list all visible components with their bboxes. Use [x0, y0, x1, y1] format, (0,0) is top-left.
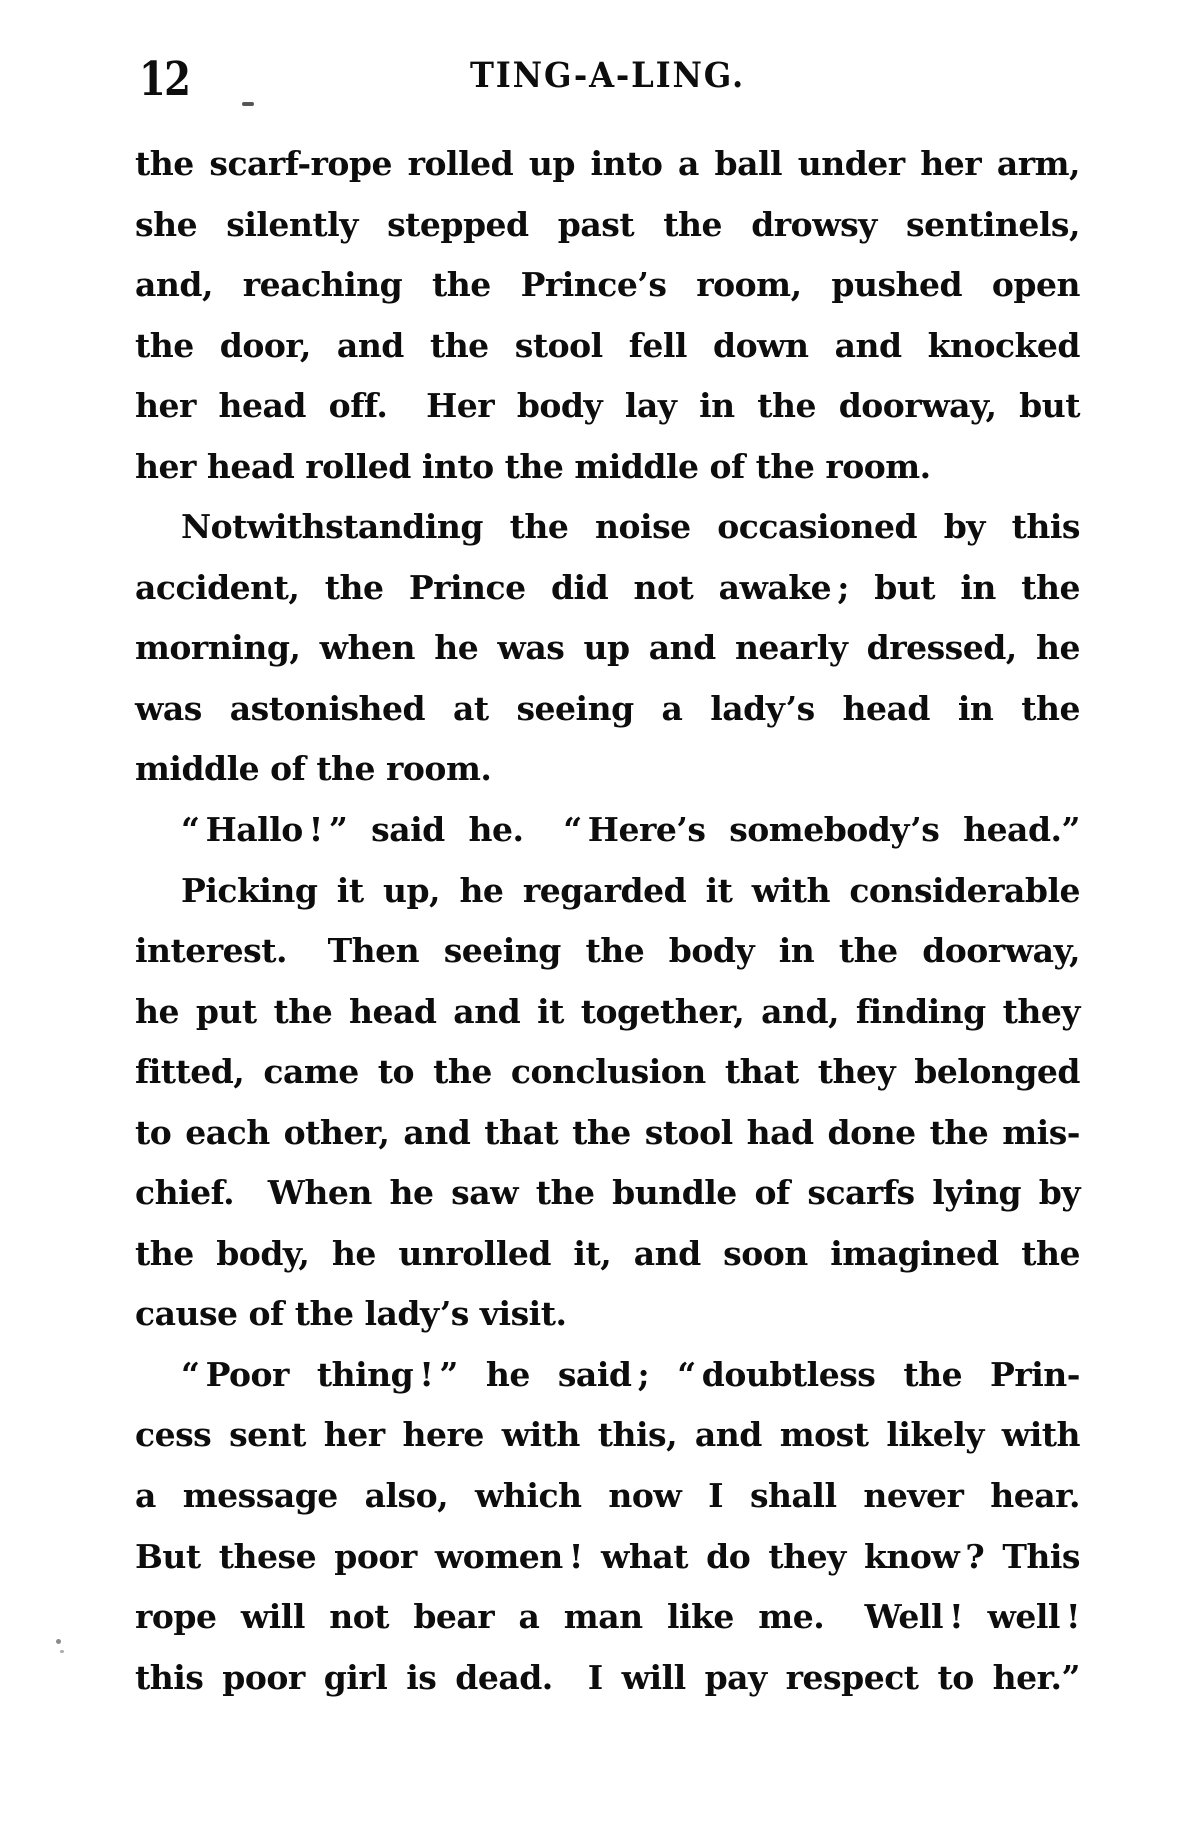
- text-line: cause of the lady’s visit.: [135, 1294, 567, 1334]
- text-line: a message also, which now I shall never hear.: [135, 1476, 1080, 1516]
- text-line: the scarf-rope rolled up into a ball under her arm,: [135, 144, 1080, 183]
- running-title: TING-A-LING.: [469, 55, 746, 96]
- text-line: morning, when he was up and nearly dressed, he: [135, 628, 1080, 668]
- page-text: [135, 134, 1080, 1708]
- text-line: cess sent her here with this, and most likely with: [135, 1415, 1080, 1455]
- text-line: “ Hallo ! ” said he. “ Here’s somebody’s head.”: [181, 810, 1080, 850]
- text-line: to each other, and that the stool had done the mis-: [135, 1112, 1080, 1152]
- text-line: her head off. Her body lay in the doorway, but: [135, 386, 1080, 426]
- text-line: she silently stepped past the drowsy sentinels,: [135, 204, 1080, 244]
- text-line: and, reaching the Prince’s room, pushed open: [135, 265, 1080, 305]
- scan-speck: [60, 1650, 64, 1653]
- page-header: [135, 50, 1080, 112]
- text-line: fitted, came to the conclusion that they belonged: [135, 1052, 1080, 1092]
- text-line: Notwithstanding the noise occasioned by this: [181, 507, 1080, 547]
- text-line: chief. When he saw the bundle of scarfs lying by: [135, 1173, 1080, 1213]
- page-number: 12: [139, 52, 190, 107]
- text-line: rope will not bear a man like me. Well ! well !: [135, 1597, 1080, 1637]
- text-line: he put the head and it together, and, finding they: [135, 991, 1080, 1031]
- text-line: But these poor women ! what do they know ? This: [135, 1536, 1080, 1576]
- text-line: interest. Then seeing the body in the doorway,: [135, 931, 1080, 971]
- text-line: was astonished at seeing a lady’s head in the: [135, 688, 1080, 728]
- text-line: “ Poor thing ! ” he said ; “ doubtless the Prin-: [181, 1354, 1080, 1394]
- scan-speck: [242, 102, 254, 106]
- text-line: middle of the room.: [135, 749, 492, 789]
- text-line: the body, he unrolled it, and soon imagined the: [135, 1233, 1080, 1273]
- text-line: accident, the Prince did not awake ; but in the: [135, 567, 1080, 607]
- text-line: Picking it up, he regarded it with considerable: [181, 870, 1080, 910]
- text-line: her head rolled into the middle of the room.: [135, 446, 931, 486]
- text-line: the door, and the stool fell down and knocked: [135, 325, 1080, 365]
- text-line: this poor girl is dead. I will pay respect to her.”: [135, 1657, 1080, 1697]
- scan-speck: [56, 1639, 61, 1644]
